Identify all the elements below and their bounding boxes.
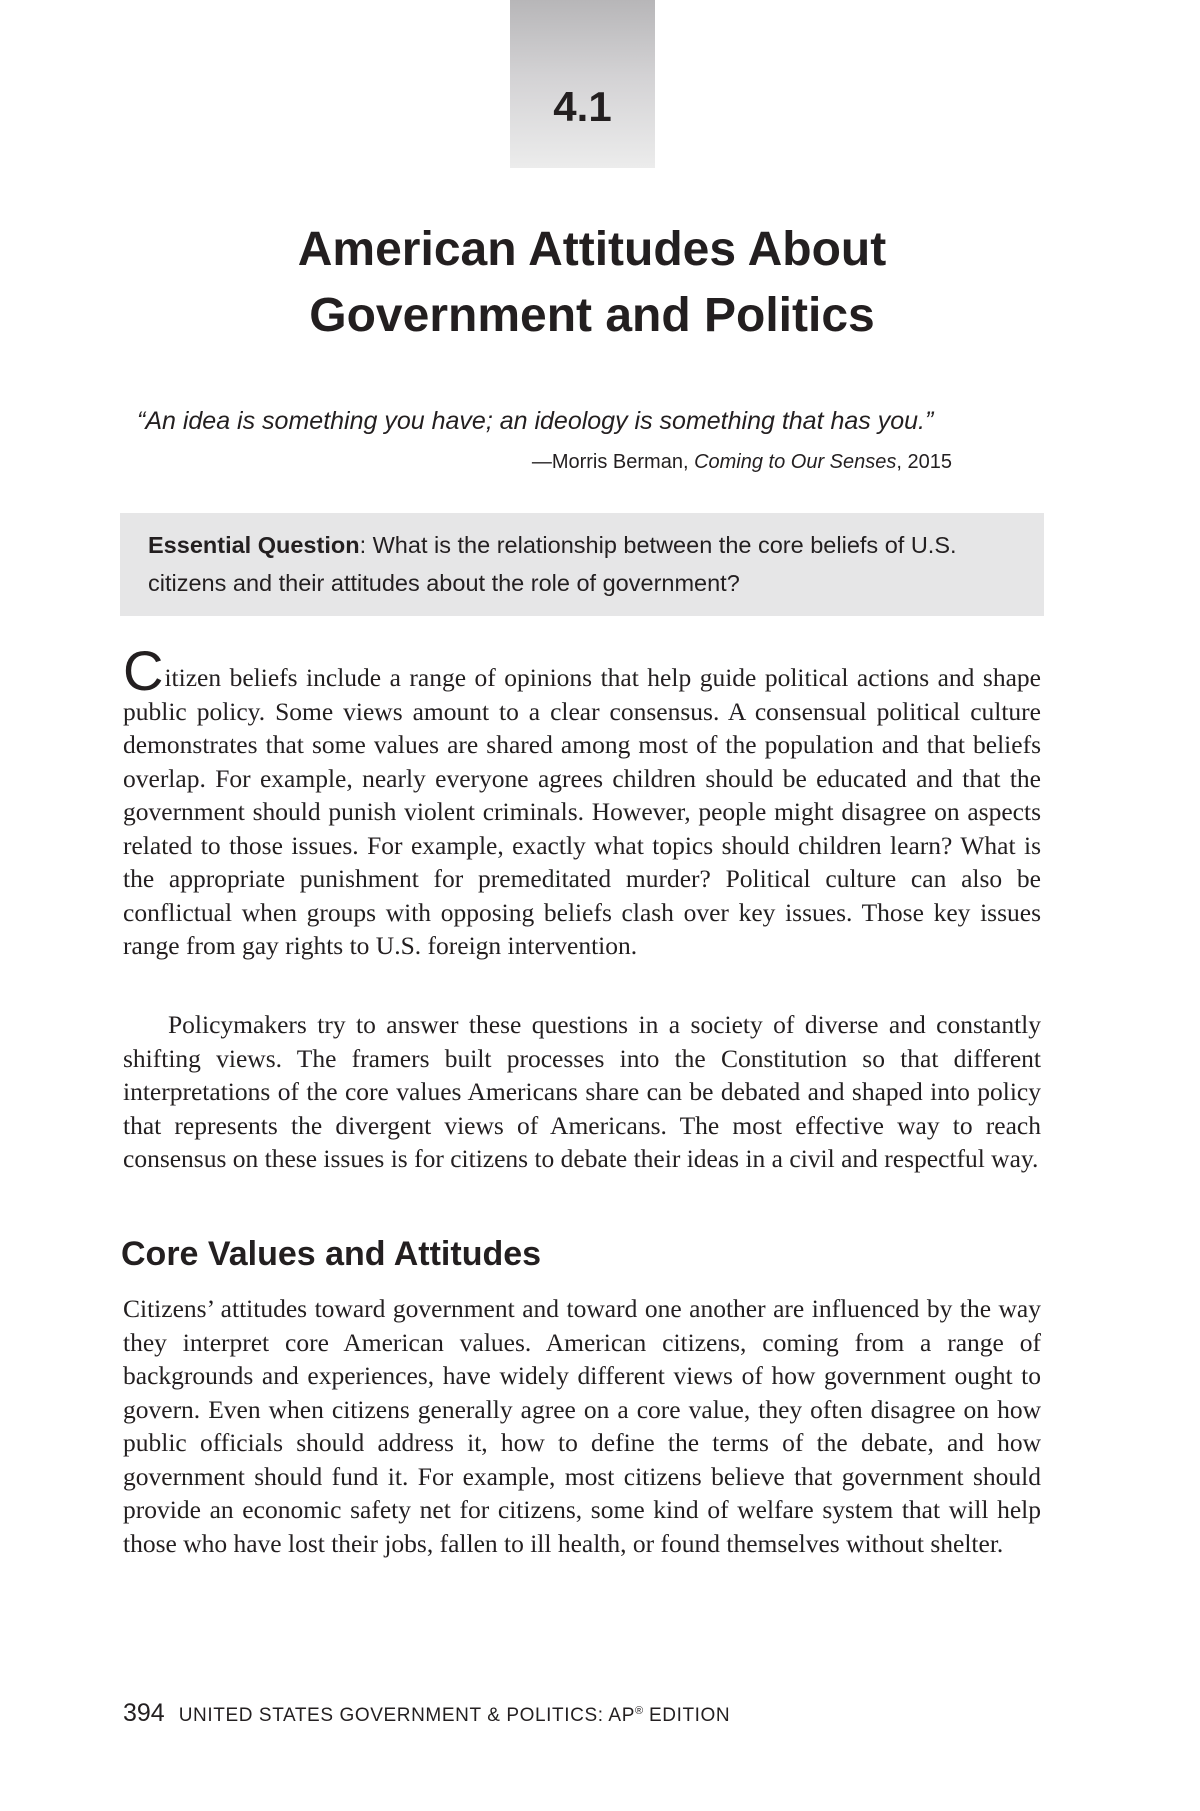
essential-question-box xyxy=(120,513,1044,616)
essential-question-text: What is the relationship between the core beliefs of U.S. citizens and their attitudes about the role of government? xyxy=(148,532,957,596)
page-footer xyxy=(123,1699,730,1728)
running-title-suffix: EDITION xyxy=(643,1705,731,1726)
epigraph-quote: “An idea is something you have; an ideology is something that has you.” xyxy=(137,407,934,435)
chapter-tab xyxy=(510,0,655,168)
attribution-source-title: Coming to Our Senses xyxy=(694,451,897,473)
attribution-author: —Morris Berman, xyxy=(531,451,695,473)
page-title xyxy=(120,217,1064,349)
page-title-line-2: Government and Politics xyxy=(309,289,875,342)
essential-question-label: Essential Question xyxy=(148,532,360,558)
running-title-text: UNITED STATES GOVERNMENT & POLITICS: AP xyxy=(178,1705,635,1726)
running-title xyxy=(179,1705,731,1726)
page-title-line-1: American Attitudes About xyxy=(297,223,887,276)
attribution-year: , 2015 xyxy=(896,451,952,473)
section-heading: Core Values and Attitudes xyxy=(121,1235,542,1273)
body-paragraph-3: Citizens’ attitudes toward government and toward one another are influenced by the way they interpret core American values. American citizens, coming from a range of backgrounds and experiences, have widely different views of how government ought to govern. Even when citizens generally agree on a core value, they often disagree on how public officials should address it, how to define the terms of the debate, and how government should fund it. For example, most citizens believe that government should provide an economic safety net for citizens, some kind of welfare system that will help those who have lost their jobs, fallen to ill health, or found themselves without shelter. xyxy=(123,1294,1041,1558)
body-paragraph-1-text: itizen beliefs include a range of opinions that help guide political actions and shape public policy. Some views amount to a clear consensus. A consensual political culture demonstrates that some values are shared among most of the population and that beliefs overlap. For example, nearly everyone agrees children should be educated and that the government should punish violent criminals. However, people might disagree on aspects related to those issues. For example, exactly what topics should children learn? What is the appropriate punishment for premeditated murder? Political culture can also be conflictual when groups with opposing beliefs clash over key issues. Those key issues range from gay rights to U.S. foreign intervention. xyxy=(123,663,1041,960)
page-number: 394 xyxy=(123,1699,165,1727)
drop-cap: C xyxy=(123,639,164,702)
essential-question-separator: : xyxy=(359,532,373,558)
body-paragraph-1 xyxy=(123,639,1041,963)
registered-mark: ® xyxy=(634,1705,644,1717)
body-paragraph-2: Policymakers try to answer these questions in a society of diverse and constantly shifting views. The framers built processes into the Constitution so that different interpretations of the core values Americans share can be debated and shaped into policy that represents the divergent views of Americans. The most effective way to reach consensus on these issues is for citizens to debate their ideas in a civil and respectful way. xyxy=(123,1010,1041,1173)
chapter-number: 4.1 xyxy=(553,83,612,130)
epigraph-attribution xyxy=(532,449,952,475)
